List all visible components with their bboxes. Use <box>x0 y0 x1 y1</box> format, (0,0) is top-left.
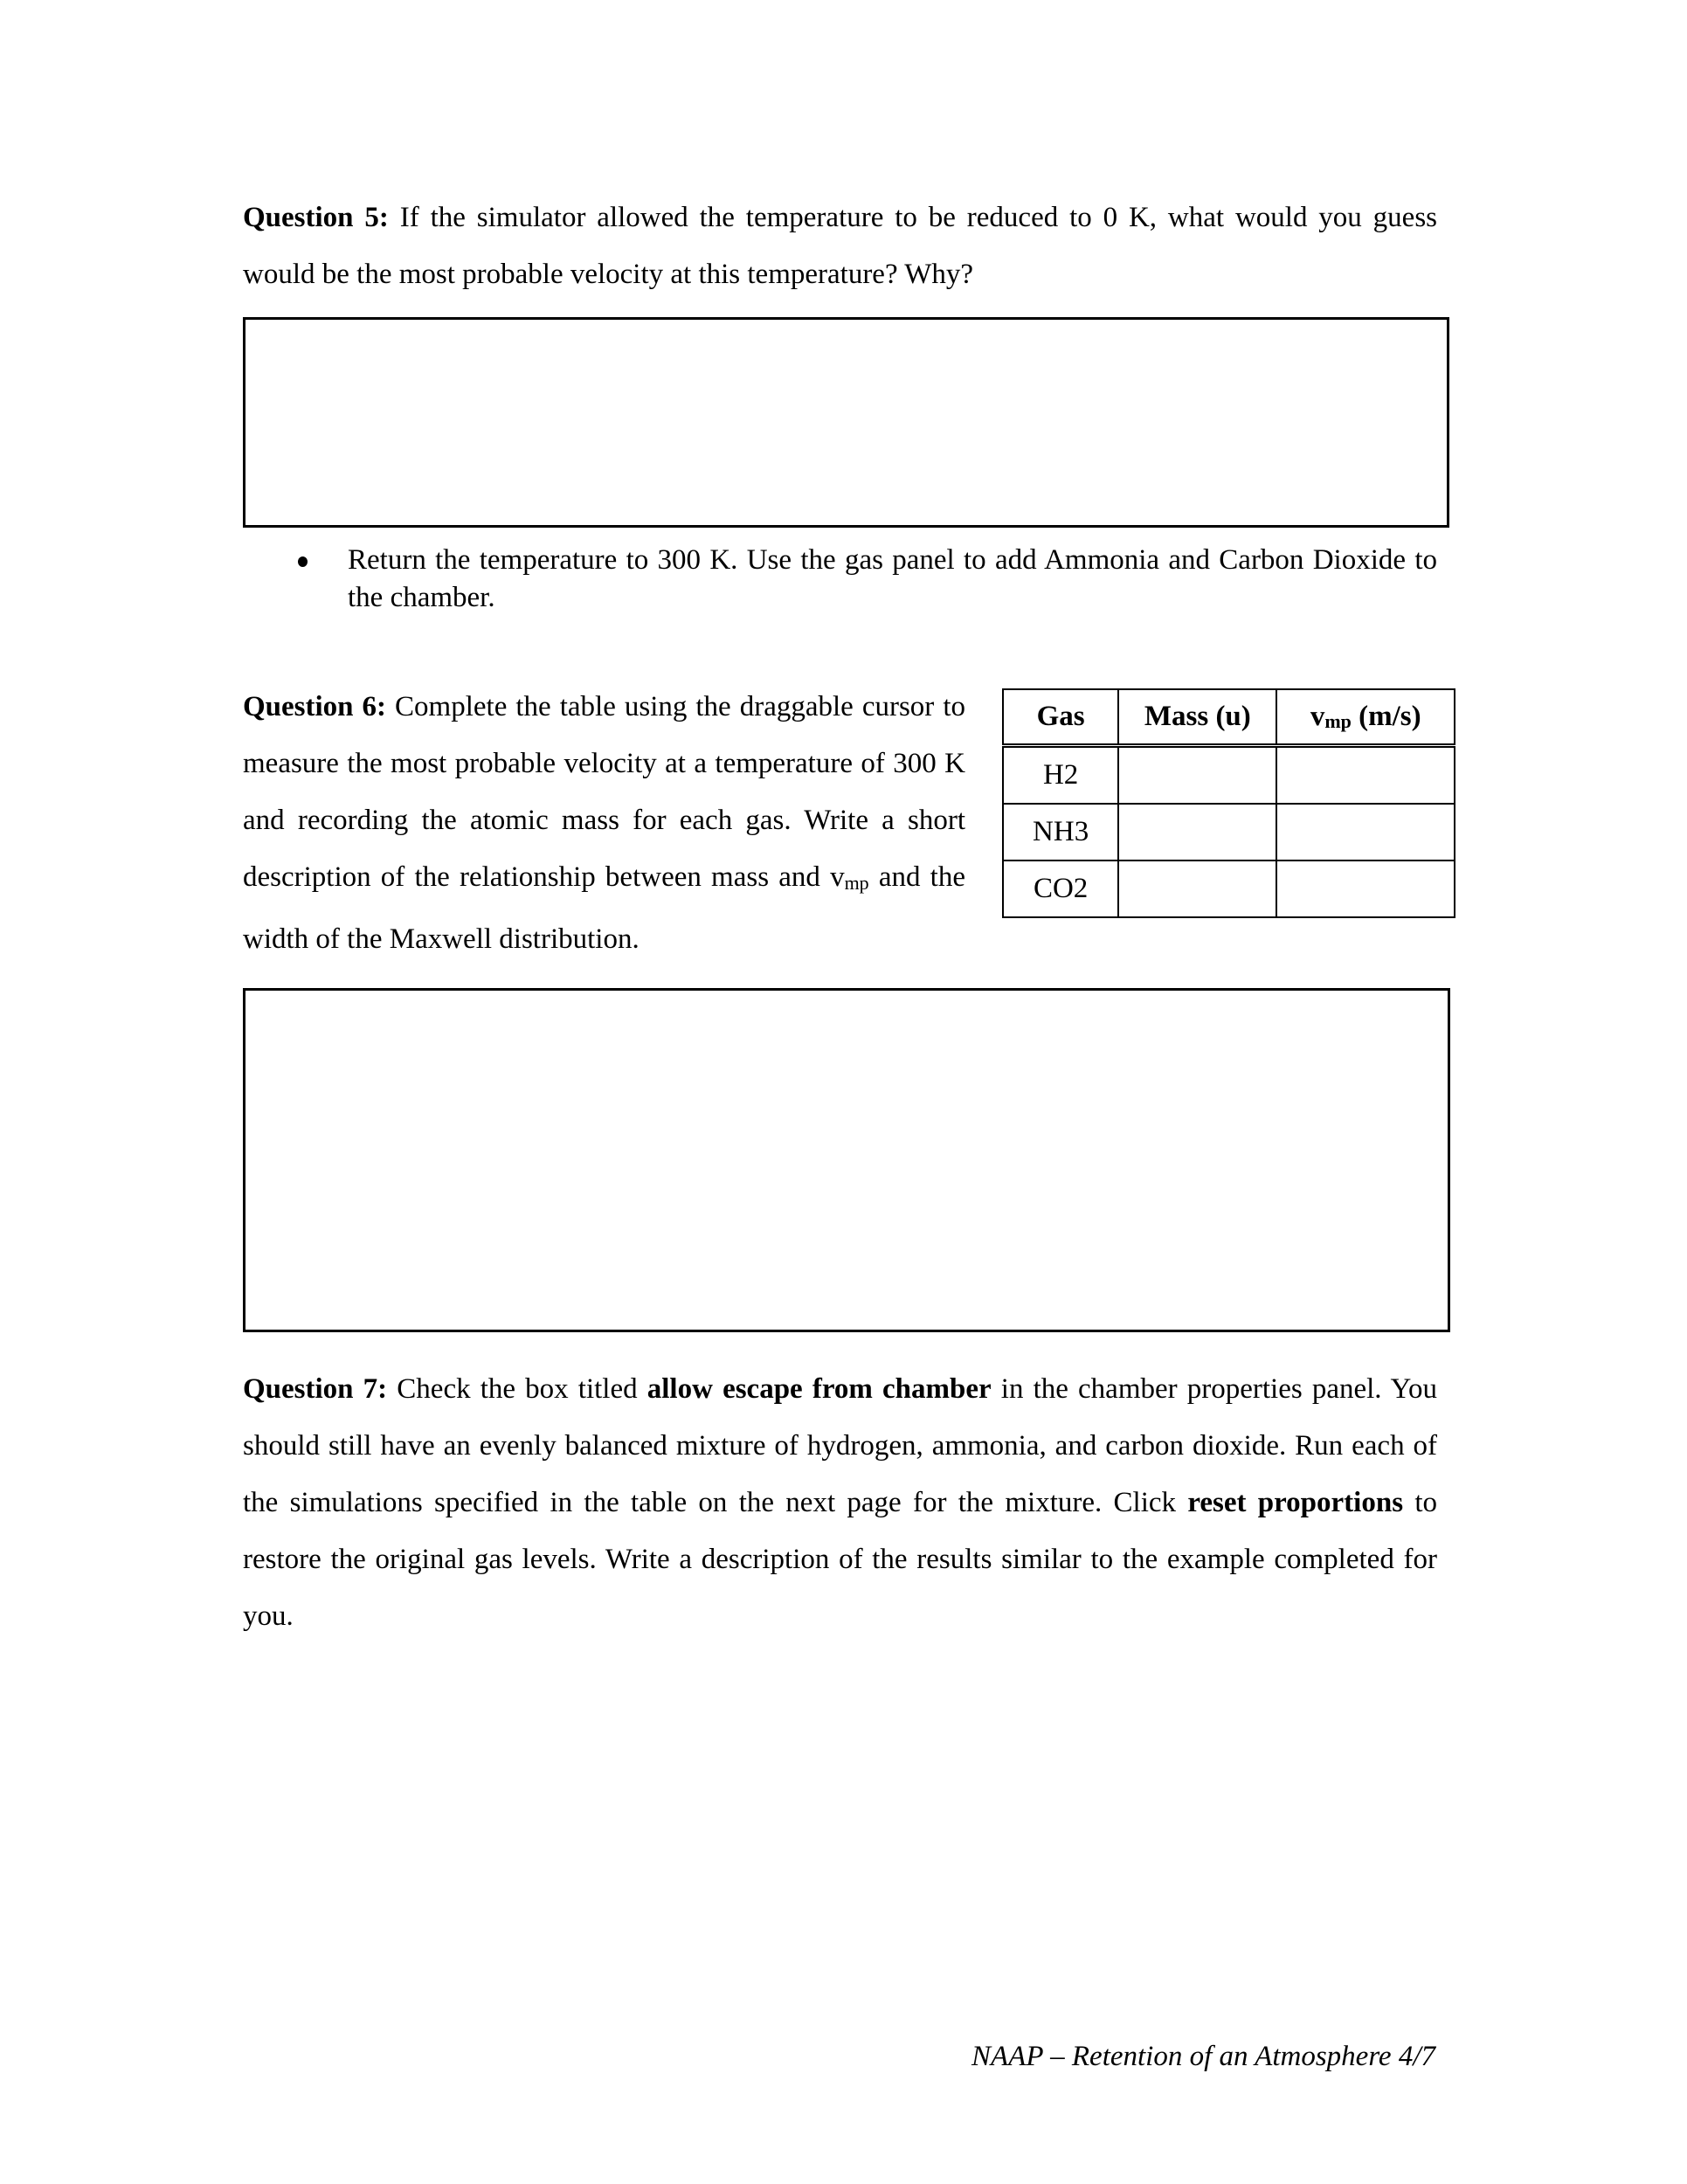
question-5-prompt <box>243 190 1437 303</box>
question-5-label: Question 5: <box>243 202 389 233</box>
vmp-symbol: v <box>1310 701 1325 732</box>
question-6-label: Question 6: <box>243 691 387 722</box>
instruction-text: Return the temperature to 300 K. Use the gas panel to add Ammonia and Carbon Dioxide to the chamber. <box>348 544 1437 613</box>
question-6-text-end: and the width of the Maxwell distribution. <box>243 861 966 955</box>
question-6-prompt <box>243 679 1437 968</box>
question-7-text-2: in the chamber properties panel. You should still have an evenly balanced mixture of hydrogen, ammonia, and carbon dioxide. Run each of the simulations specified in the table on the next page for the mixture. Click <box>243 1373 1437 1518</box>
question-5-answer-box[interactable] <box>243 317 1449 528</box>
cell-gas: NH3 <box>1003 804 1118 860</box>
instruction-list <box>243 542 1437 617</box>
allow-escape-term: allow escape from chamber <box>646 1373 992 1405</box>
cell-gas: CO2 <box>1003 860 1118 917</box>
cell-gas: H2 <box>1003 746 1118 805</box>
question-6-text: Complete the table using the draggable cursor to measure the most probable velocity at a temperature of 300 K and recording the atomic mass for each gas. Write a short description of the relationship between mass and <box>243 691 965 893</box>
vmp-subscript: mp <box>1324 710 1352 732</box>
reset-proportions-term: reset proportions <box>1187 1487 1404 1518</box>
vmp-subscript-inline: mp <box>844 872 869 894</box>
question-5-text: If the simulator allowed the temperature to be reduced to 0 K, what would you guess would be the most probable velocity at this temperature? Why? <box>243 202 1437 290</box>
header-mass: Mass (u) <box>1118 689 1276 746</box>
question-7-prompt <box>243 1361 1437 1645</box>
question-7-text-1: Check the box titled <box>387 1373 647 1405</box>
header-gas: Gas <box>1003 689 1118 746</box>
page-footer: NAAP – Retention of an Atmosphere 4/7 <box>971 2041 1435 2072</box>
instruction-item <box>243 542 1437 617</box>
question-6-answer-box[interactable] <box>243 988 1450 1332</box>
vmp-symbol-inline: v <box>830 861 845 893</box>
bullet-icon <box>298 556 308 567</box>
question-7-text-3: to restore the original gas levels. Write a description of the results similar to the example completed for you. <box>243 1487 1437 1632</box>
vmp-unit: (m/s) <box>1351 701 1421 732</box>
question-7-label: Question 7: <box>243 1373 388 1405</box>
table-spacer <box>965 679 1437 906</box>
